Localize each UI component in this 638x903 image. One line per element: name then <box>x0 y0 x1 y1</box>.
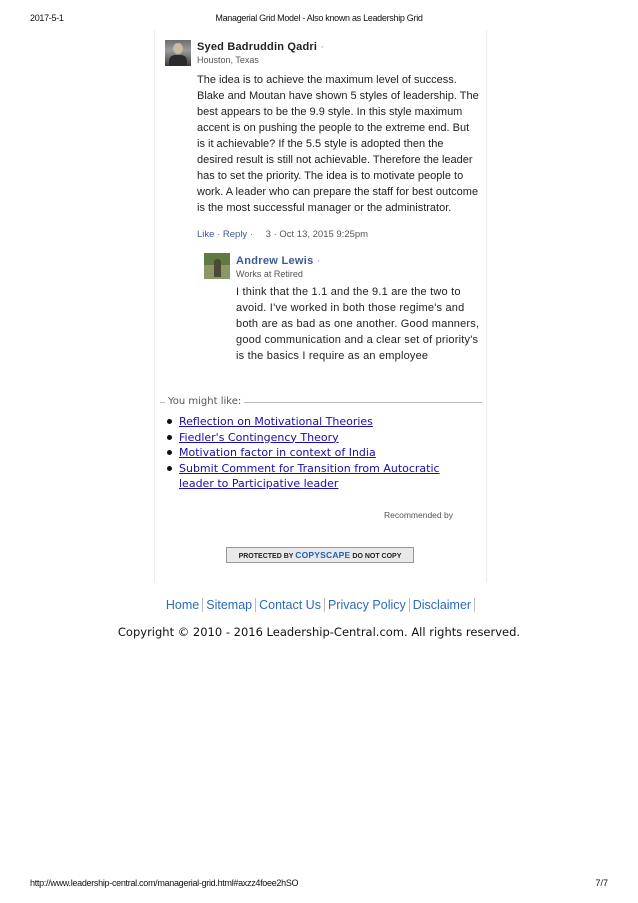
reply-author[interactable] <box>236 255 321 267</box>
comment-location: Houston, Texas <box>197 55 259 65</box>
recommendation-link[interactable]: Reflection on Motivational Theories <box>179 415 373 428</box>
avatar[interactable] <box>165 40 191 66</box>
copyscape-badge[interactable] <box>226 547 414 563</box>
action-separator: · <box>217 229 221 240</box>
print-header-date: 2017-5-1 <box>30 13 64 23</box>
print-header-title: Managerial Grid Model - Also known as Leadership Grid <box>215 13 423 23</box>
comment-body: The idea is to achieve the maximum level of success. Blake and Moutan have shown 5 styles of leadership. The best appears to be the 9.9 style. In this style maximum accent is on pushing the people to the extreme end. But is it achievable? If the 5.5 style is adopted then the desired result is still not achievable. Therefore the leader has to set the priority. The idea is to motivate people to work. A leader who can prepare the staff for best outcome is the most successful manager or the administrator. <box>197 74 479 214</box>
list-item <box>164 414 474 430</box>
reply-comment <box>204 253 485 368</box>
recommended-by[interactable]: Recommended by <box>384 510 453 520</box>
print-footer-page: 7/7 <box>595 878 608 888</box>
recommendation-link[interactable]: Submit Comment for Transition from Autocratic leader to Participative leader <box>179 461 440 490</box>
footer-link-privacy[interactable]: Privacy Policy <box>325 598 410 612</box>
bullet-icon <box>167 435 172 440</box>
recommendation-link[interactable]: Fiedler's Contingency Theory <box>179 430 339 444</box>
avatar[interactable] <box>204 253 230 279</box>
reply-author-name[interactable]: Andrew Lewis <box>236 255 314 267</box>
recommendation-list <box>164 414 474 492</box>
footer-link-disclaimer[interactable]: Disclaimer <box>410 598 475 612</box>
list-item <box>164 461 474 492</box>
comment-meta[interactable]: 3 · Oct 13, 2015 9:25pm <box>265 229 369 240</box>
copyscape-brand: COPYSCAPE <box>295 550 351 560</box>
footer-link-home[interactable]: Home <box>163 598 203 612</box>
like-link[interactable]: Like <box>197 229 215 240</box>
action-separator: · <box>249 229 253 240</box>
author-separator: · <box>320 41 325 53</box>
copyright-notice: Copyright © 2010 - 2016 Leadership-Central.com. All rights reserved. <box>117 625 521 639</box>
bullet-icon <box>167 450 172 455</box>
list-item <box>164 430 474 446</box>
reply-body: I think that the 1.1 and the 9.1 are the two to avoid. I've worked in both those regime's and both are as bad as one another. Good manners, good communication and a clear set of priority's is the basics I require as an employee <box>236 286 480 362</box>
footer-nav <box>0 598 638 612</box>
comment-actions <box>197 229 368 240</box>
list-item <box>164 445 474 461</box>
comment-author[interactable] <box>197 41 324 53</box>
author-separator: · <box>316 255 321 267</box>
reply-link[interactable]: Reply <box>222 229 248 240</box>
comment-author-name[interactable]: Syed Badruddin Qadri <box>197 41 318 53</box>
print-footer-url: http://www.leadership-central.com/managerial-grid.html#axzz4foee2hSO <box>30 878 299 888</box>
copyscape-left: PROTECTED BY <box>238 553 294 560</box>
footer-link-contact[interactable]: Contact Us <box>256 598 325 612</box>
bullet-icon <box>167 466 172 471</box>
copyscape-right: DO NOT COPY <box>352 553 402 560</box>
bullet-icon <box>167 419 172 424</box>
reply-work: Works at Retired <box>236 269 303 279</box>
you-might-like-heading: You might like: <box>165 396 244 407</box>
footer-link-sitemap[interactable]: Sitemap <box>203 598 256 612</box>
recommendation-link[interactable]: Motivation factor in context of India <box>179 446 376 459</box>
